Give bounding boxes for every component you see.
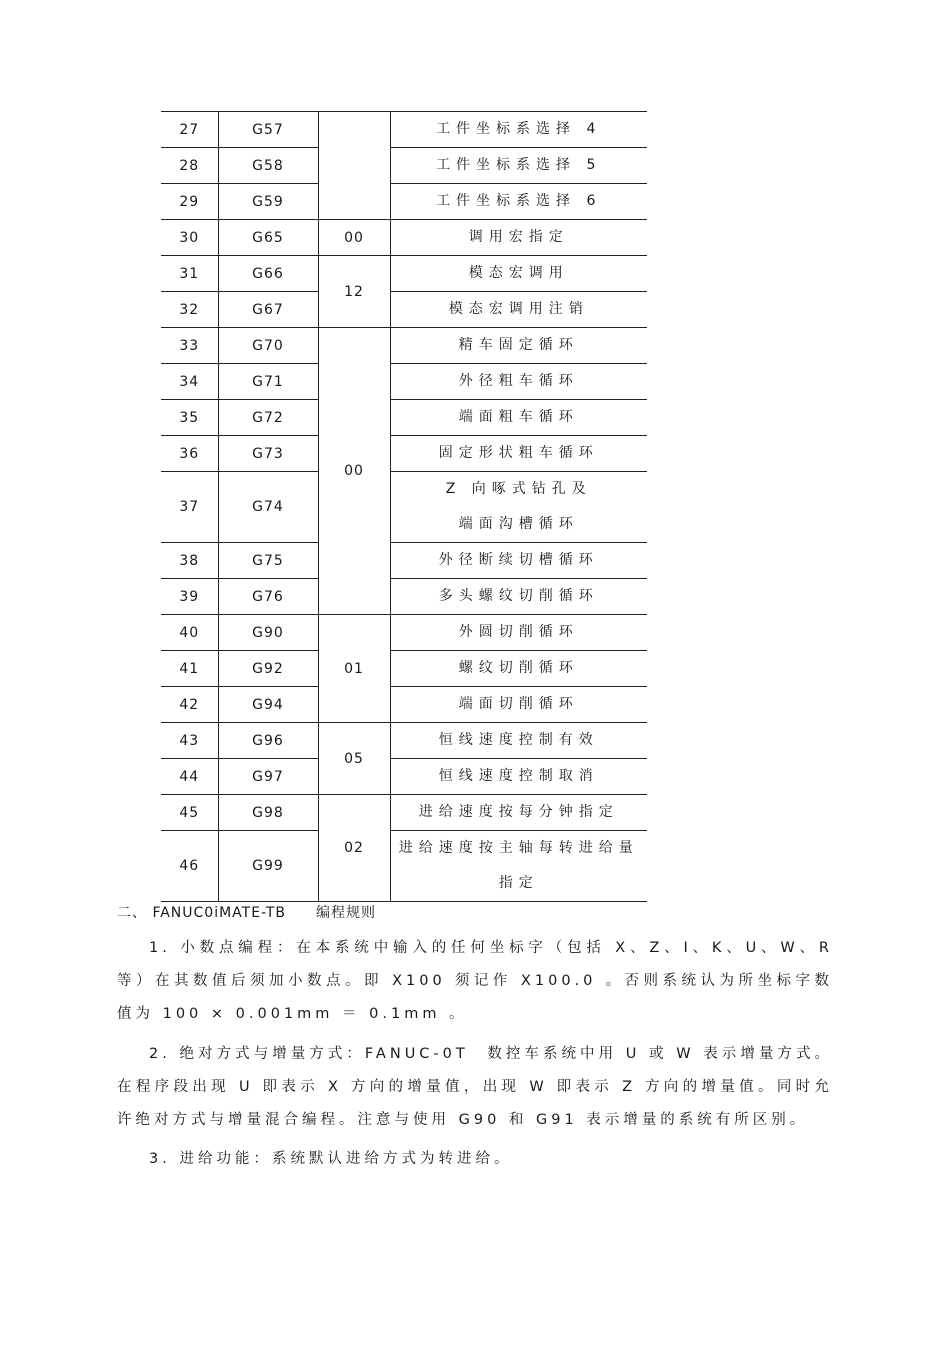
description: 模态宏调用 (390, 256, 647, 292)
description: 多头螺纹切削循环 (390, 579, 647, 615)
description-line: 进给速度按主轴每转进给量 (398, 840, 639, 856)
table-row (161, 112, 647, 148)
table-row (161, 148, 647, 184)
g-code: G90 (218, 615, 318, 651)
group-cell: 12 (318, 256, 390, 328)
description: 端面切削循环 (390, 687, 647, 723)
g-code: G57 (218, 112, 318, 148)
g-code: G59 (218, 184, 318, 220)
description (390, 831, 647, 902)
table-row (161, 400, 647, 436)
g-code: G73 (218, 436, 318, 472)
table-row (161, 687, 647, 723)
description: 模态宏调用注销 (390, 292, 647, 328)
table-row (161, 543, 647, 579)
row-number: 36 (161, 436, 218, 472)
g-code: G97 (218, 759, 318, 795)
section-heading: 二、 FANUC0iMATE-TB 编程规则 (117, 905, 376, 921)
paragraph-absolute-incremental: 2. 绝对方式与增量方式：FANUC-0T 数控车系统中用 U 或 W 表示增量方式。在程序段出现 U 即表示 X 方向的增量值，出现 W 即表示 Z 方向的增量值。同时允许绝对方式与增量混合编程。注意与使用 G90 和 G91 表示增量的系统有所区别。 (117, 1046, 833, 1128)
description-line: 指定 (498, 875, 539, 891)
table-row (161, 292, 647, 328)
table-row (161, 328, 647, 364)
row-number: 32 (161, 292, 218, 328)
description: 工件坐标系选择 6 (390, 184, 647, 220)
g-code: G98 (218, 795, 318, 831)
description-line: Z 向啄式钻孔及 (445, 481, 592, 497)
row-number: 41 (161, 651, 218, 687)
table-row (161, 795, 647, 831)
row-number: 35 (161, 400, 218, 436)
g-code: G70 (218, 328, 318, 364)
table-row (161, 651, 647, 687)
group-cell (318, 112, 390, 220)
g-code: G71 (218, 364, 318, 400)
description: 固定形状粗车循环 (390, 436, 647, 472)
description: 恒线速度控制取消 (390, 759, 647, 795)
table-row (161, 759, 647, 795)
group-cell: 01 (318, 615, 390, 723)
row-number: 45 (161, 795, 218, 831)
description: 恒线速度控制有效 (390, 723, 647, 759)
description: 工件坐标系选择 5 (390, 148, 647, 184)
description: 进给速度按每分钟指定 (390, 795, 647, 831)
g-code: G99 (218, 831, 318, 902)
row-number: 27 (161, 112, 218, 148)
description: 调用宏指定 (390, 220, 647, 256)
row-number: 34 (161, 364, 218, 400)
row-number: 46 (161, 831, 218, 902)
paragraph-feed-function: 3. 进给功能：系统默认进给方式为转进给。 (149, 1151, 513, 1167)
row-number: 31 (161, 256, 218, 292)
g-code: G92 (218, 651, 318, 687)
g-code: G74 (218, 472, 318, 543)
table-row (161, 256, 647, 292)
row-number: 28 (161, 148, 218, 184)
g-code: G72 (218, 400, 318, 436)
g-code: G94 (218, 687, 318, 723)
g-code: G76 (218, 579, 318, 615)
description: 精车固定循环 (390, 328, 647, 364)
paragraph-decimal-point: 1. 小数点编程：在本系统中输入的任何坐标字（包括 X、Z、I、K、U、W、R 等）在其数值后须加小数点。即 X100 须记作 X100.0 。否则系统认为所坐标字数值为 100 × 0.001mm ＝ 0.1mm 。 (117, 940, 833, 1022)
row-number: 40 (161, 615, 218, 651)
row-number: 37 (161, 472, 218, 543)
row-number: 42 (161, 687, 218, 723)
row-number: 29 (161, 184, 218, 220)
g-code: G65 (218, 220, 318, 256)
g-code: G67 (218, 292, 318, 328)
description: 端面粗车循环 (390, 400, 647, 436)
g-code: G75 (218, 543, 318, 579)
description: 螺纹切削循环 (390, 651, 647, 687)
group-cell: 02 (318, 795, 390, 902)
table-row (161, 220, 647, 256)
description: 工件坐标系选择 4 (390, 112, 647, 148)
description: 外圆切削循环 (390, 615, 647, 651)
row-number: 33 (161, 328, 218, 364)
description: 外径断续切槽循环 (390, 543, 647, 579)
row-number: 44 (161, 759, 218, 795)
row-number: 30 (161, 220, 218, 256)
table-row (161, 472, 647, 543)
group-cell: 05 (318, 723, 390, 795)
table-row (161, 364, 647, 400)
g-code: G96 (218, 723, 318, 759)
table-row (161, 723, 647, 759)
g-code: G66 (218, 256, 318, 292)
description: 外径粗车循环 (390, 364, 647, 400)
table-row (161, 436, 647, 472)
row-number: 38 (161, 543, 218, 579)
table-row (161, 615, 647, 651)
group-cell: 00 (318, 328, 390, 615)
row-number: 39 (161, 579, 218, 615)
table-row (161, 831, 647, 902)
row-number: 43 (161, 723, 218, 759)
description (390, 472, 647, 543)
table-row (161, 579, 647, 615)
description-line: 端面沟槽循环 (458, 516, 579, 532)
g-code: G58 (218, 148, 318, 184)
g-code-table (161, 111, 647, 902)
table-row (161, 184, 647, 220)
group-cell: 00 (318, 220, 390, 256)
